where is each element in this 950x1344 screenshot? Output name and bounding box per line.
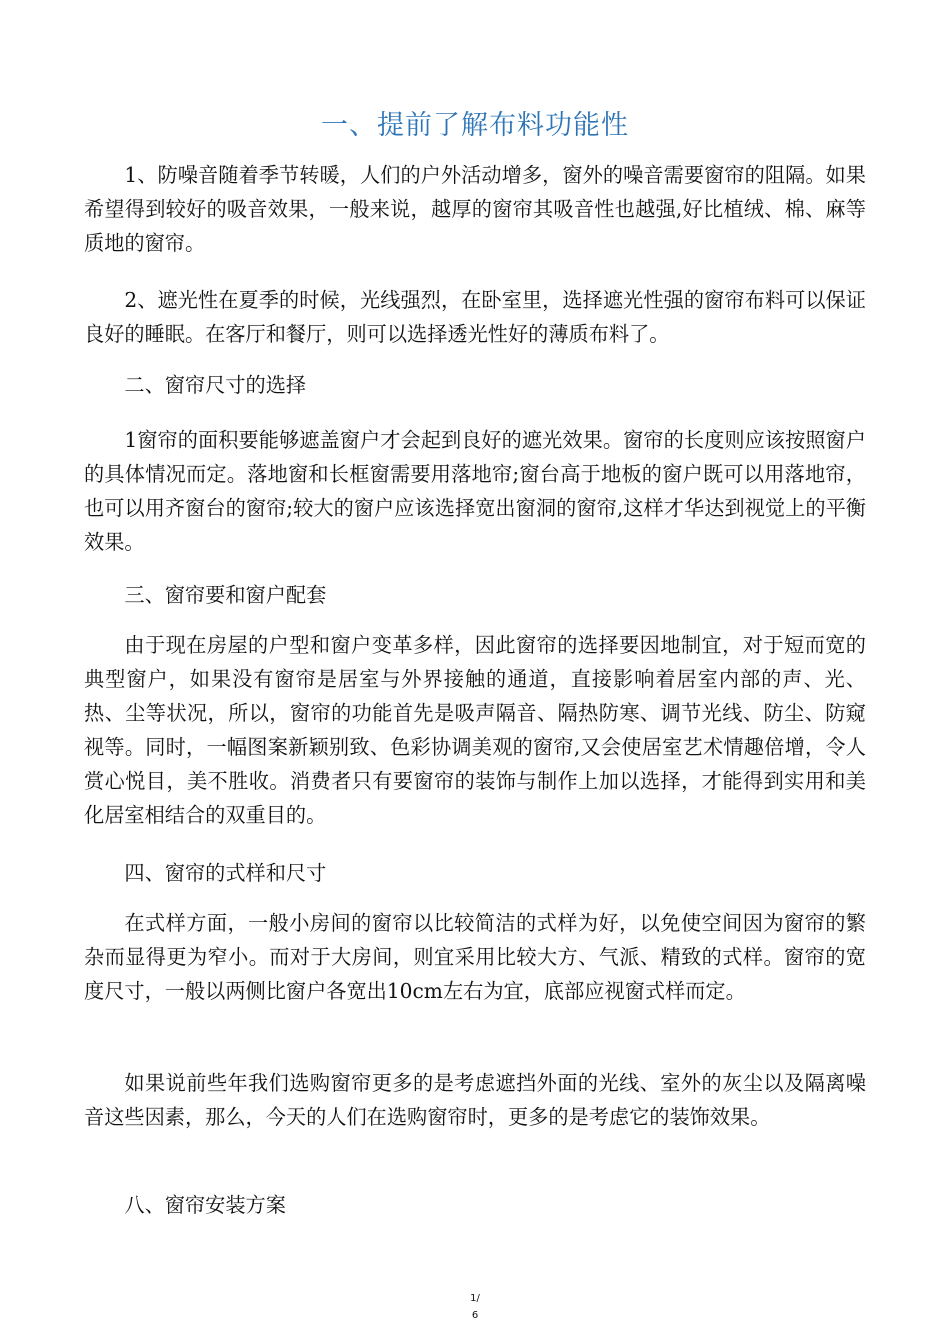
page-number-current: 1/ <box>470 1293 480 1304</box>
paragraph-noise: 1、防噪音随着季节转暖，人们的户外活动增多，窗外的噪音需要窗帘的阻隔。如果希望得到较好的吸音效果，一般来说，越厚的窗帘其吸音性也越强,好比植绒、棉、麻等质地的窗帘。 <box>84 163 866 255</box>
section-heading-style: 四、窗帘的式样和尺寸 <box>124 861 327 885</box>
paragraph-shading: 2、遮光性在夏季的时候，光线强烈，在卧室里，选择遮光性强的窗帘布料可以保证良好的睡眠。在客厅和餐厅，则可以选择透光性好的薄质布料了。 <box>84 288 866 346</box>
paragraph-style: 在式样方面，一般小房间的窗帘以比较简洁的式样为好，以免使空间因为窗帘的繁杂而显得更为窄小。而对于大房间，则宜采用比较大方、气派、精致的式样。窗帘的宽度尺寸，一般以两侧比窗户各宽出10cm左右为宜，底部应视窗式样而定。 <box>84 911 866 1003</box>
paragraph-size: 1窗帘的面积要能够遮盖窗户才会起到良好的遮光效果。窗帘的长度则应该按照窗户的具体情况而定。落地窗和长框窗需要用落地帘;窗台高于地板的窗户既可以用落地帘，也可以用齐窗台的窗帘;较大的窗户应该选择宽出窗洞的窗帘,这样才华达到视觉上的平衡效果。 <box>84 428 866 554</box>
paragraph-match: 由于现在房屋的户型和窗户变革多样，因此窗帘的选择要因地制宜，对于短而宽的典型窗户，如果没有窗帘是居室与外界接触的通道，直接影响着居室内部的声、光、热、尘等状况，所以，窗帘的功能首先是吸声隔音、隔热防寒、调节光线、防尘、防窥视等。同时，一幅图案新颖别致、色彩协调美观的窗帘,又会使居室艺术情趣倍增，令人赏心悦目，美不胜收。消费者只有要窗帘的装饰与制作上加以选择，才能得到实用和美化居室相结合的双重目的。 <box>84 633 866 827</box>
section-heading-match: 三、窗帘要和窗户配套 <box>124 583 327 607</box>
page-number-total: 6 <box>471 1310 479 1321</box>
document-title: 一、提前了解布料功能性 <box>321 110 629 141</box>
paragraph-decoration: 如果说前些年我们选购窗帘更多的是考虑遮挡外面的光线、室外的灰尘以及隔离噪音这些因素，那么，今天的人们在选购窗帘时，更多的是考虑它的装饰效果。 <box>84 1071 866 1129</box>
section-heading-install: 八、窗帘安装方案 <box>124 1193 286 1217</box>
page-number <box>0 1290 950 1324</box>
section-heading-size: 二、窗帘尺寸的选择 <box>124 373 307 397</box>
